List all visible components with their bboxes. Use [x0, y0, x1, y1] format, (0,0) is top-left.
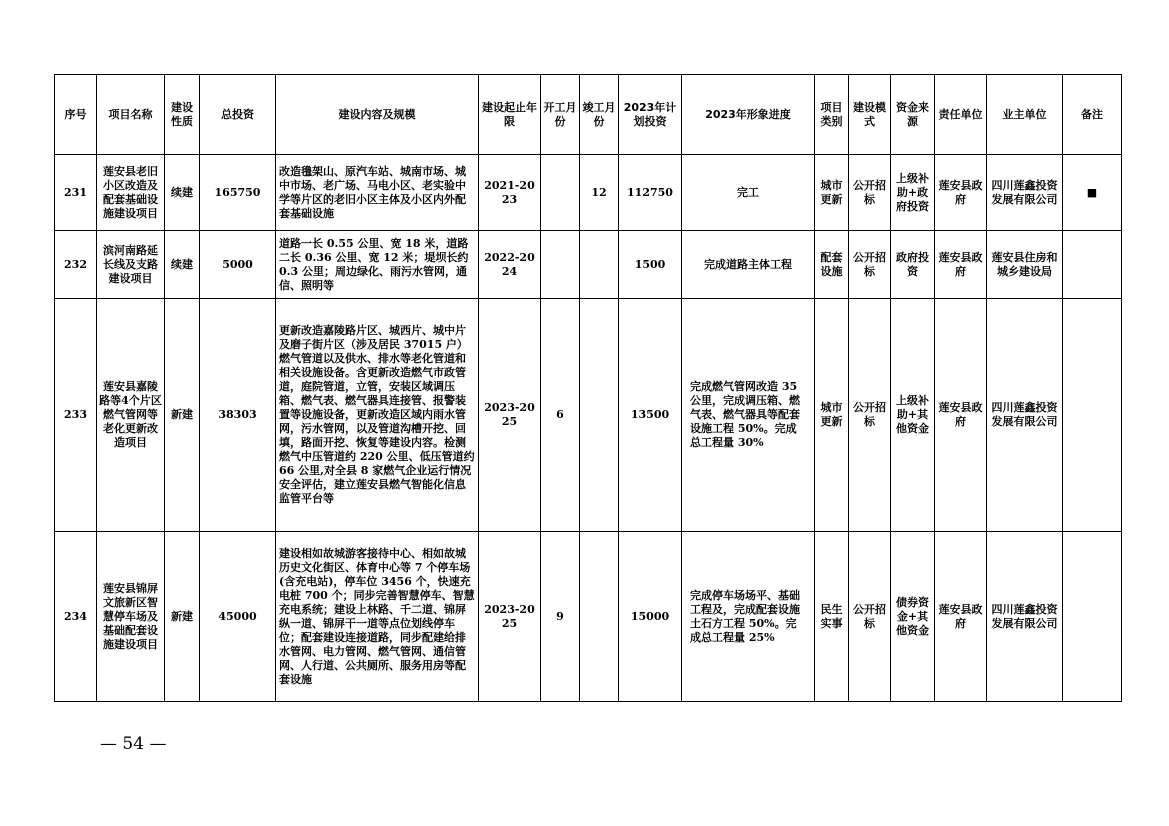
cell-seq: 231 — [55, 155, 97, 231]
cell-owner: 四川莲鑫投资发展有限公司 — [987, 155, 1063, 231]
table-row — [55, 299, 1122, 532]
header-content: 建设内容及规模 — [276, 75, 479, 155]
cell-content: 改造氇架山、原汽车站、城南市场、城中市场、老广场、马电小区、老实验中学等片区的老旧小区主体及小区内外配套基础设施 — [276, 155, 479, 231]
table-row — [55, 532, 1122, 702]
cell-category: 城市更新 — [815, 155, 849, 231]
cell-period: 2022-2024 — [479, 231, 541, 299]
cell-progress: 完成道路主体工程 — [682, 231, 815, 299]
cell-content: 更新改造嘉陵路片区、城西片、城中片及磨子街片区（涉及居民 37015 户）燃气管道以及供水、排水等老化管道和相关设施设备。含更新改造燃气市政管道，庭院管道，立管，安装区域调压箱、燃气表、燃气器具连接管、报警装置等设施设备，更新改造区域内雨水管网，污水管网，以及管道沟槽开挖、回填，路面开挖、恢复等建设内容。检测燃气中压管道约 220 公里、低压管道约 66 公里,对全县 8 家燃气企业运行情况安全评估，建立莲安县燃气智能化信息监管平台等 — [276, 299, 479, 532]
cell-start — [541, 231, 580, 299]
header-total: 总投资 — [200, 75, 276, 155]
cell-progress: 完工 — [682, 155, 815, 231]
cell-total: 5000 — [200, 231, 276, 299]
cell-resp: 莲安县政府 — [935, 299, 987, 532]
cell-nature: 新建 — [165, 532, 200, 702]
cell-nature: 续建 — [165, 231, 200, 299]
cell-mode: 公开招标 — [849, 299, 891, 532]
cell-total: 165750 — [200, 155, 276, 231]
cell-start: 6 — [541, 299, 580, 532]
cell-fund: 上级补助+政府投资 — [891, 155, 935, 231]
cell-plan: 13500 — [619, 299, 682, 532]
cell-end: 12 — [580, 155, 619, 231]
cell-seq: 234 — [55, 532, 97, 702]
cell-plan: 1500 — [619, 231, 682, 299]
header-plan: 2023年计划投资 — [619, 75, 682, 155]
cell-start: 9 — [541, 532, 580, 702]
header-name: 项目名称 — [97, 75, 165, 155]
cell-owner: 莲安县住房和城乡建设局 — [987, 231, 1063, 299]
cell-owner: 四川莲鑫投资发展有限公司 — [987, 532, 1063, 702]
cell-seq: 232 — [55, 231, 97, 299]
header-period: 建设起止年限 — [479, 75, 541, 155]
cell-fund: 政府投资 — [891, 231, 935, 299]
cell-resp: 莲安县政府 — [935, 155, 987, 231]
cell-category: 城市更新 — [815, 299, 849, 532]
cell-end — [580, 532, 619, 702]
cell-content: 建设相如故城游客接待中心、相如故城历史文化街区、体育中心等 7 个停车场(含充电站)，停车位 3456 个，快速充电桩 700 个；同步完善智慧停车、智慧充电系统；建设上林路、千二道、锦屏纵一道、锦屏干一道等点位划线停车位；配套建设连接道路，同步配建给排水管网、电力管网、燃气管网、通信管网、人行道、公共厕所、服务用房等配套设施 — [276, 532, 479, 702]
cell-period: 2023-2025 — [479, 532, 541, 702]
cell-period: 2021-2023 — [479, 155, 541, 231]
cell-resp: 莲安县政府 — [935, 532, 987, 702]
cell-name: 莲安县锦屏文旅新区智慧停车场及基础配套设施建设项目 — [97, 532, 165, 702]
cell-note: ■ — [1063, 155, 1122, 231]
header-progress: 2023年形象进度 — [682, 75, 815, 155]
cell-plan: 112750 — [619, 155, 682, 231]
cell-end — [580, 231, 619, 299]
cell-mode: 公开招标 — [849, 155, 891, 231]
cell-note — [1063, 532, 1122, 702]
cell-progress: 完成燃气管网改造 35 公里，完成调压箱、燃气表、燃气器具等配套设施工程 50%。完成总工程量 30% — [682, 299, 815, 532]
header-category: 项目类别 — [815, 75, 849, 155]
table-row — [55, 155, 1122, 231]
cell-name: 滨河南路延长线及支路建设项目 — [97, 231, 165, 299]
cell-content: 道路一长 0.55 公里、宽 18 米，道路二长 0.36 公里、宽 12 米；堤坝长约 0.3 公里；周边绿化、雨污水管网，通信、照明等 — [276, 231, 479, 299]
cell-note — [1063, 231, 1122, 299]
cell-category: 民生实事 — [815, 532, 849, 702]
header-nature: 建设性质 — [165, 75, 200, 155]
cell-period: 2023-2025 — [479, 299, 541, 532]
cell-category: 配套设施 — [815, 231, 849, 299]
header-fund: 资金来源 — [891, 75, 935, 155]
cell-total: 38303 — [200, 299, 276, 532]
cell-seq: 233 — [55, 299, 97, 532]
header-resp: 责任单位 — [935, 75, 987, 155]
table-row — [55, 231, 1122, 299]
header-start: 开工月份 — [541, 75, 580, 155]
cell-note — [1063, 299, 1122, 532]
cell-name: 莲安县老旧小区改造及配套基础设施建设项目 — [97, 155, 165, 231]
header-owner: 业主单位 — [987, 75, 1063, 155]
cell-name: 莲安县嘉陵路等4个片区燃气管网等老化更新改造项目 — [97, 299, 165, 532]
cell-progress: 完成停车场场平、基础工程及，完成配套设施土石方工程 50%。完成总工程量 25% — [682, 532, 815, 702]
header-end: 竣工月份 — [580, 75, 619, 155]
page-number: — 54 — — [100, 734, 167, 754]
header-mode: 建设模式 — [849, 75, 891, 155]
cell-fund: 债券资金+其他资金 — [891, 532, 935, 702]
cell-mode: 公开招标 — [849, 231, 891, 299]
cell-nature: 续建 — [165, 155, 200, 231]
project-table — [54, 74, 1122, 702]
cell-total: 45000 — [200, 532, 276, 702]
cell-owner: 四川莲鑫投资发展有限公司 — [987, 299, 1063, 532]
header-note: 备注 — [1063, 75, 1122, 155]
cell-mode: 公开招标 — [849, 532, 891, 702]
cell-resp: 莲安县政府 — [935, 231, 987, 299]
cell-start — [541, 155, 580, 231]
table-header-row — [55, 75, 1122, 155]
cell-nature: 新建 — [165, 299, 200, 532]
header-seq: 序号 — [55, 75, 97, 155]
cell-plan: 15000 — [619, 532, 682, 702]
cell-end — [580, 299, 619, 532]
cell-fund: 上级补助+其他资金 — [891, 299, 935, 532]
